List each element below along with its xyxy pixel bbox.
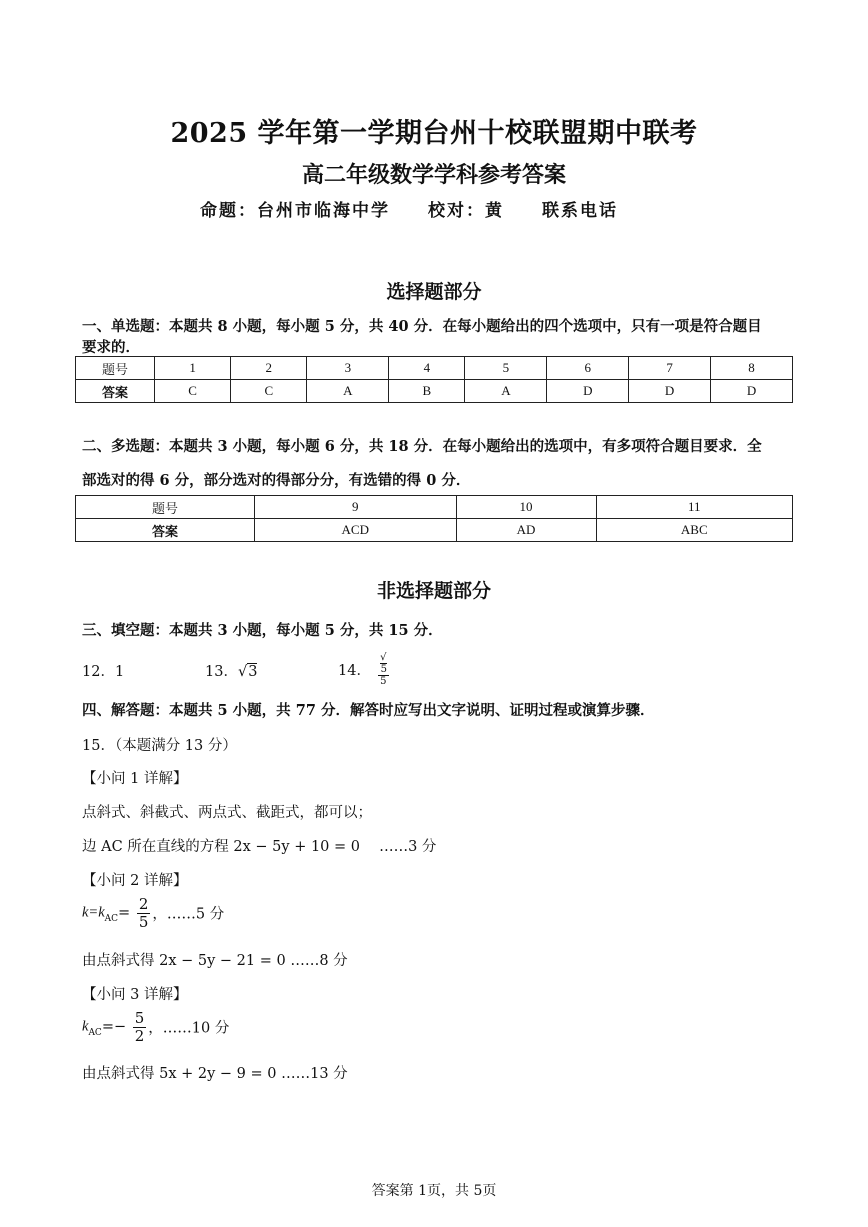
sub2-heading: 【小问 2 详解】 [82,873,188,889]
slope-k: k=k [82,904,105,921]
table-cell: 9 [255,496,457,519]
table-row [76,380,793,403]
sub1-line1: 点斜式、斜截式、两点式、截距式，都可以； [82,805,372,821]
slope-k: k [82,1018,89,1035]
q1-intro-line2: 要求的． [82,339,140,356]
q2-intro-line1: 二、多选题：本题共 3 小题，每小题 6 分，共 18 分．在每小题给出的选项中，有多项符合题目要求．全 [82,438,762,455]
table-cell: 8 [711,357,793,380]
q4-intro: 四、解答题：本题共 5 小题，共 77 分．解答时应写出文字说明、证明过程或演算步骤． [82,702,655,719]
sub1-line2: 边 AC 所在直线的方程 2x − 5y + 10 = 0 ……3 分 [82,839,437,855]
table-cell: AD [456,519,596,542]
table-cell: D [711,380,793,403]
page-footer: 答案第 1页，共 5页 [371,1183,497,1199]
table-row [76,519,793,542]
answer-14 [338,652,391,687]
table-cell: ABC [596,519,792,542]
table-header-cell: 题号 [76,357,155,380]
table-cell: ACD [255,519,457,542]
table-cell: 7 [629,357,711,380]
table-row [76,357,793,380]
table-row [76,496,793,519]
table-header-cell: 题号 [76,496,255,519]
sub3-line2: 由点斜式得 5x + 2y − 9 = 0 ……13 分 [82,1066,348,1082]
table-cell: D [629,380,711,403]
table-cell: 5 [465,357,547,380]
table-cell: A [465,380,547,403]
table-cell: C [231,380,307,403]
table-header-cell: 答案 [76,380,155,403]
fraction-denominator: 5 [380,676,387,687]
table-cell: A [307,380,389,403]
table-cell: 2 [231,357,307,380]
q2-intro-line2: 部选对的得 6 分，部分选对的得部分分，有选错的得 0 分． [82,472,471,489]
slope-score: ，……5 分 [152,906,225,923]
table-cell: C [155,380,231,403]
q1-intro-line1: 一、单选题：本题共 8 小题，每小题 5 分，共 40 分．在每小题给出的四个选项中，只有一项是符合题目 [82,318,762,335]
clipped-author-line: 命题：台州市临海中学 校对：黄 联系电话 [200,201,618,221]
slope-equals: =− [101,1019,127,1035]
sub2-slope-line [82,896,224,930]
table-cell: 3 [307,357,389,380]
slope-equals: = [118,905,131,921]
fraction-denominator: 5 [138,912,149,931]
q3-intro: 三、填空题：本题共 3 小题，每小题 5 分，共 15 分． [82,622,443,639]
sub2-line2: 由点斜式得 2x − 5y − 21 = 0 ……8 分 [82,953,348,969]
slope-subscript: AC [88,1027,102,1038]
q15-title: 15．（本题满分 13 分） [82,738,237,754]
table-cell: B [389,380,465,403]
fraction-numerator: √ 5 [378,652,389,676]
fraction-denominator: 2 [134,1026,145,1045]
table-cell: 11 [596,496,792,519]
section-heading-nonchoice: 非选择题部分 [376,580,491,602]
fraction-numerator: 2 [138,895,149,913]
answer-14-label: 14． [338,663,371,679]
sqrt-symbol: √ [237,664,248,680]
table-cell: 1 [155,357,231,380]
answer-12: 12．1 [82,664,125,680]
slope-subscript: AC [104,913,119,924]
table-cell: D [547,380,629,403]
numerator-radicand: 5 [380,664,387,675]
sub3-slope-line [82,1010,229,1044]
section-heading-choice: 选择题部分 [386,281,482,303]
slope-score: ，……10 分 [148,1020,230,1037]
sub3-heading: 【小问 3 详解】 [82,987,188,1003]
table-cell: 10 [456,496,596,519]
slope-fraction [137,896,151,930]
table-cell: 4 [389,357,465,380]
table-cell: 6 [547,357,629,380]
answer-13-label: 13． [205,664,238,680]
document-title: 2025 学年第一学期台州十校联盟期中联考 [170,118,698,149]
answer-13 [205,660,257,681]
single-choice-answer-table [75,356,793,403]
table-header-cell: 答案 [76,519,255,542]
answer-13-radicand: 3 [248,664,258,680]
slope-fraction [133,1010,147,1044]
answer-14-fraction [378,652,389,687]
sub1-heading: 【小问 1 详解】 [82,771,188,787]
fraction-numerator: 5 [134,1009,145,1027]
multi-choice-answer-table [75,495,793,542]
document-subtitle: 高二年级数学学科参考答案 [301,162,566,188]
